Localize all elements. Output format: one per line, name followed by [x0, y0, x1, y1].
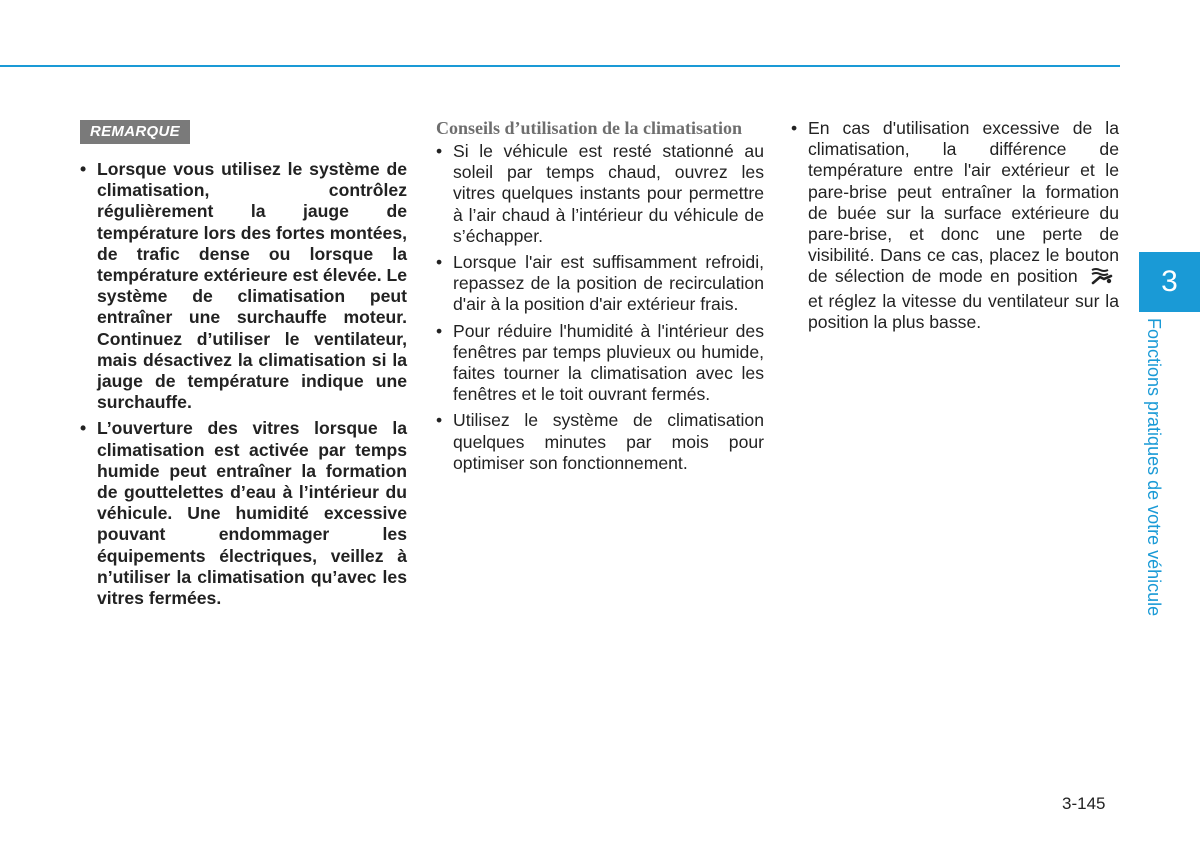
note-text: L’ouverture des vitres lorsque la climatisation est activée par temps humide peut entraîner la formation de gouttelettes d’eau à l’intérieur du véhicule. Une humidité excessive pouvant endommager les équipements électriques, veillez à n’utiliser la climatisation qu’avec les vitres fermées.	[97, 418, 407, 609]
page-number: 3-145	[1062, 794, 1106, 813]
list-item	[436, 321, 764, 406]
list-item	[80, 159, 407, 413]
defog-list	[791, 118, 1119, 333]
tip-text: Si le véhicule est resté stationné au soleil par temps chaud, ouvrez les vitres quelques instants pour permettre à l’air chaud à l’intérieur du véhicule de s’échapper.	[453, 141, 764, 246]
tip-text: Utilisez le système de climatisation quelques minutes par mois pour optimiser son fonctionnement.	[453, 410, 764, 473]
bullet: •	[80, 418, 87, 439]
bullet: •	[436, 410, 443, 431]
tips-list	[436, 141, 764, 474]
list-item	[436, 252, 764, 316]
note-text: Lorsque vous utilisez le système de climatisation, contrôlez régulièrement la jauge de température lors des fortes montées, de trafic dense ou lorsque la température extérieure est élevée. Le système de climatisation peut entraîner une surchauffe moteur. Continuez d’utiliser le ventilateur, mais désactivez la climatisation si la jauge de température indique une surchauffe.	[97, 159, 408, 413]
defog-text-end: et réglez la vitesse du ventilateur sur la position la plus basse.	[808, 290, 1119, 332]
note-list	[80, 159, 407, 609]
bullet: •	[436, 320, 443, 341]
floor-defrost-mode-icon	[1089, 267, 1115, 290]
column-2	[436, 118, 764, 479]
chapter-label: Fonctions pratiques de votre véhicule	[1144, 318, 1164, 617]
top-rule	[0, 65, 1120, 67]
defog-text-start: En cas d'utilisation excessive de la climatisation, la différence de température entre l'air extérieur et le pare-brise peut entraîner la formation de buée sur la surface extérieure du pare-brise, et donc une perte de visibilité. Dans ce cas, placez le bouton de sélection de mode en position	[808, 118, 1119, 287]
tip-text: Lorsque l'air est suffisamment refroidi, repassez de la position de recirculation d'air à la position d'air extérieur frais.	[453, 252, 764, 315]
list-item	[80, 418, 407, 609]
list-item	[436, 410, 764, 474]
chapter-number-tab: 3	[1139, 252, 1200, 312]
bullet: •	[436, 252, 443, 273]
bullet: •	[791, 118, 798, 138]
bullet: •	[80, 159, 87, 179]
column-1	[80, 118, 407, 614]
tip-text: Pour réduire l'humidité à l'intérieur des fenêtres par temps pluvieux ou humide, faites tourner la climatisation avec les fenêtres et le toit ouvrant fermés.	[453, 320, 764, 405]
note-badge: REMARQUE	[80, 120, 190, 144]
bullet: •	[436, 141, 443, 161]
column-3	[791, 118, 1119, 338]
section-title: Conseils d’utilisation de la climatisation	[436, 118, 743, 138]
list-item	[791, 118, 1119, 333]
list-item	[436, 141, 764, 247]
